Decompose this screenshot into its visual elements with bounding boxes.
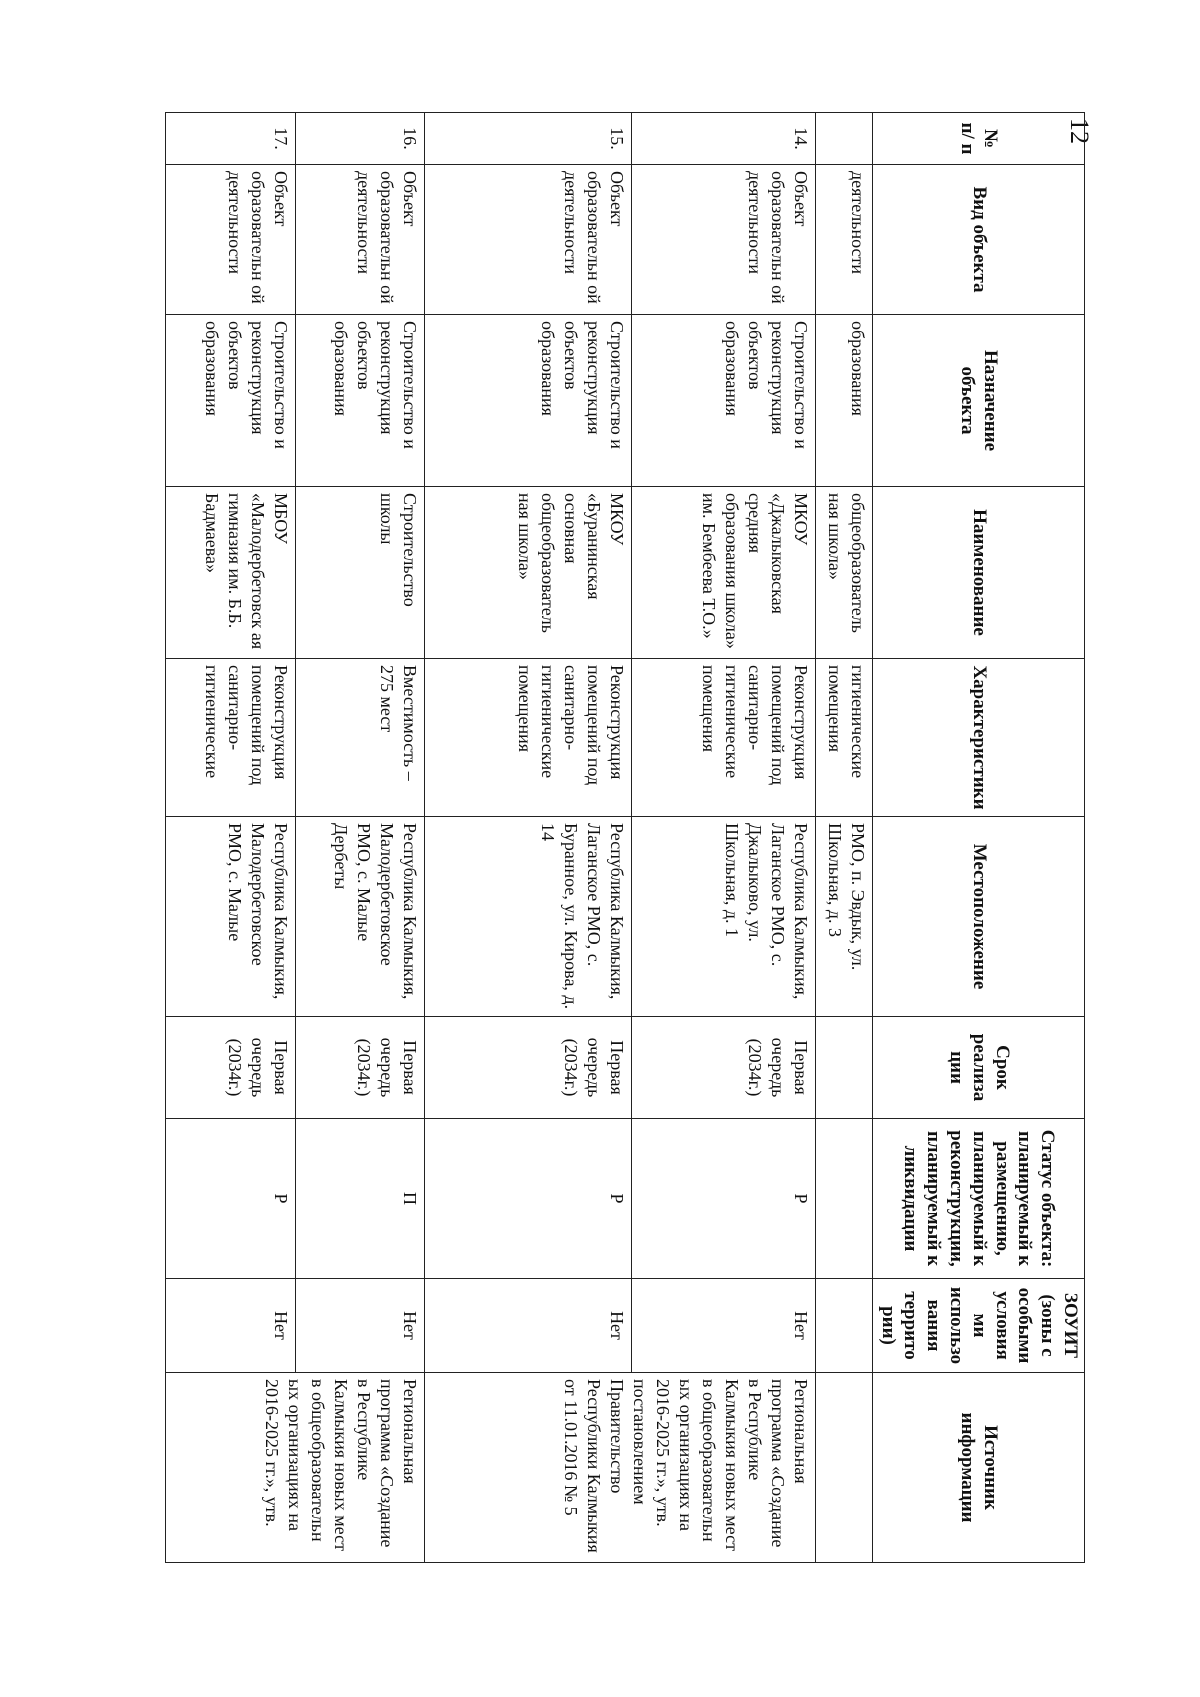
cell-characteristics: Вместимость – 275 мест	[296, 659, 424, 817]
cell-name: общеобразователь ная школа»	[815, 487, 872, 659]
cell-num: 16.	[296, 113, 424, 165]
cell-status: Р	[631, 1119, 815, 1279]
cell-zouit: Нет	[424, 1279, 631, 1373]
cell-status: П	[296, 1119, 424, 1279]
objects-table	[165, 112, 1085, 1563]
cell-zouit: Нет	[296, 1279, 424, 1373]
cell-characteristics: Реконструкция помещений под санитарно-гигиенические помещения	[424, 659, 631, 817]
table-row	[424, 113, 631, 1563]
cell-source-merged: Региональная программа «Создание в Республике Калмыкия новых мест в общеобразовательн ых организациях на 2016-2025 гг.», утв.	[166, 1373, 425, 1563]
cell-location: Республика Калмыкия, Лаганское РМО, с. Джалыково, ул. Школьная, д. 1	[631, 817, 815, 1017]
header-purpose: Назначение объекта	[872, 315, 1084, 487]
cell-purpose: Строительство и реконструкция объектов образования	[166, 315, 296, 487]
cell-num: 15.	[424, 113, 631, 165]
cell-term	[815, 1017, 872, 1119]
table-row-continuation	[815, 113, 872, 1563]
cell-num: 17.	[166, 113, 296, 165]
table-row	[296, 113, 424, 1563]
cell-source	[815, 1373, 872, 1563]
cell-location: Республика Калмыкия, Лаганское РМО, с. Буранное, ул. Кирова, д. 14	[424, 817, 631, 1017]
cell-location: Республика Калмыкия, Малодербетовское РМО, с. Малые	[166, 817, 296, 1017]
cell-kind: Объект образовательн ой деятельности	[424, 165, 631, 315]
page-number: 12	[1065, 118, 1094, 144]
cell-characteristics: гигиенические помещения	[815, 659, 872, 817]
rotated-table-wrapper	[165, 112, 1085, 1562]
header-num: № п/ п	[872, 113, 1084, 165]
cell-status: Р	[424, 1119, 631, 1279]
cell-term: Первая очередь (2034г.)	[424, 1017, 631, 1119]
table-row	[631, 113, 815, 1563]
header-term: Срок реализа ции	[872, 1017, 1084, 1119]
header-source: Источник информации	[872, 1373, 1084, 1563]
cell-purpose: Строительство и реконструкция объектов образования	[296, 315, 424, 487]
cell-zouit: Нет	[166, 1279, 296, 1373]
cell-name: МКОУ «Буранинская основная общеобразователь ная школа»	[424, 487, 631, 659]
cell-location: РМО, п. Эвдык, ул. Школьная, д. 3	[815, 817, 872, 1017]
header-status: Статус объекта: планируемый к размещению, планируемый к реконструкции, планируемый к ликвидации	[872, 1119, 1084, 1279]
header-zouit: ЗОУИТ (зоны с особыми условия ми использо вания террито рии)	[872, 1279, 1084, 1373]
cell-zouit: Нет	[631, 1279, 815, 1373]
header-location: Местоположение	[872, 817, 1084, 1017]
cell-name: МБОУ «Малодербетовск ая гимназия им. Б.Б. Бадмаева»	[166, 487, 296, 659]
table-header-row	[872, 113, 1084, 1563]
cell-kind: Объект образовательн ой деятельности	[631, 165, 815, 315]
cell-kind: Объект образовательн ой деятельности	[166, 165, 296, 315]
header-name: Наименование	[872, 487, 1084, 659]
cell-zouit	[815, 1279, 872, 1373]
cell-status: Р	[166, 1119, 296, 1279]
cell-kind: деятельности	[815, 165, 872, 315]
cell-name: Строительство школы	[296, 487, 424, 659]
cell-name: МКОУ «Джалыковская средняя образования школа» им. Бембеева Т.О.»	[631, 487, 815, 659]
cell-kind: Объект образовательн ой деятельности	[296, 165, 424, 315]
cell-location: Республика Калмыкия, Малодербетовское РМО, с. Малые Дербеты	[296, 817, 424, 1017]
table-row	[166, 113, 296, 1563]
cell-characteristics: Реконструкция помещений под санитарно-гигиенические помещения	[631, 659, 815, 817]
cell-num	[815, 113, 872, 165]
cell-characteristics: Реконструкция помещений под санитарно-гигиенические	[166, 659, 296, 817]
cell-source-merged: Региональная программа «Создание в Республике Калмыкия новых мест в общеобразовательн ых организациях на 2016-2025 гг.», утв. постановлением Правительство Республики Калмыкия от 11.01.2016 № 5	[424, 1373, 815, 1563]
cell-num: 14.	[631, 113, 815, 165]
cell-term: Первая очередь (2034г.)	[631, 1017, 815, 1119]
cell-term: Первая очередь (2034г.)	[166, 1017, 296, 1119]
cell-purpose: Строительство и реконструкция объектов образования	[631, 315, 815, 487]
header-kind: Вид объекта	[872, 165, 1084, 315]
header-characteristics: Характеристики	[872, 659, 1084, 817]
cell-purpose: Строительство и реконструкция объектов образования	[424, 315, 631, 487]
cell-status	[815, 1119, 872, 1279]
cell-term: Первая очередь (2034г.)	[296, 1017, 424, 1119]
cell-purpose: образования	[815, 315, 872, 487]
